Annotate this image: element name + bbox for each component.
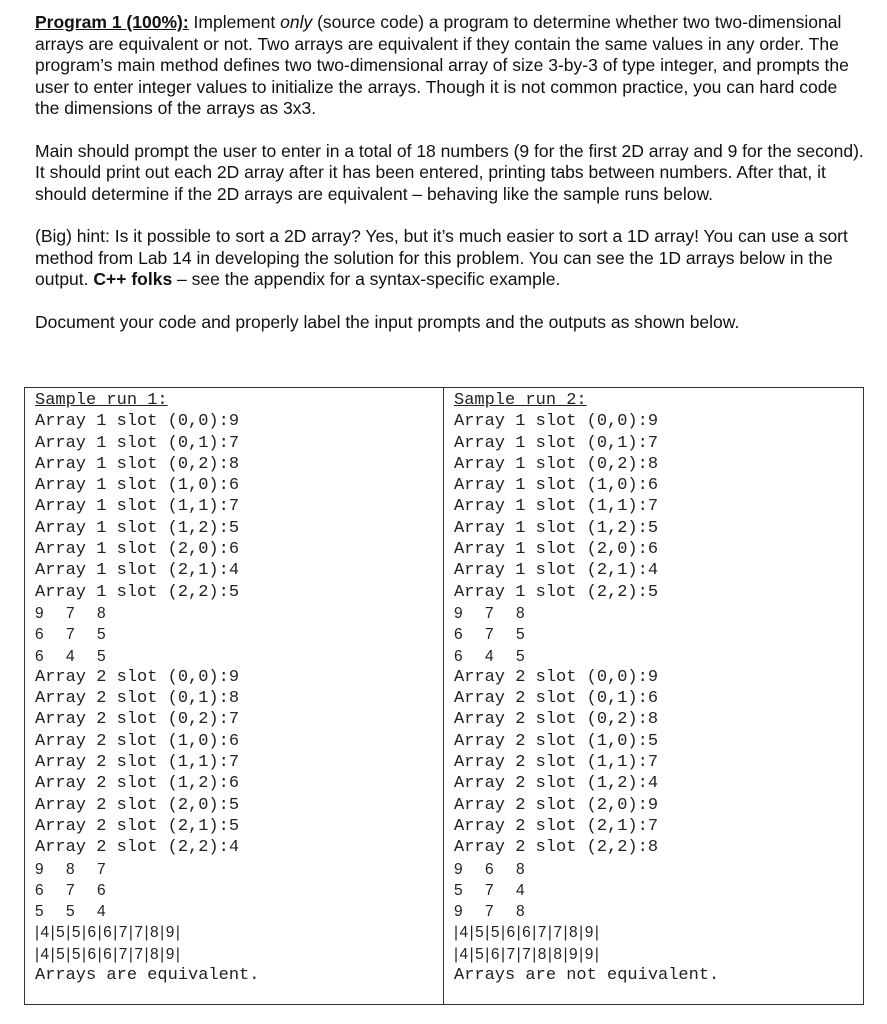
grid-row — [454, 880, 863, 901]
array1-grid — [454, 603, 863, 667]
grid-cell: 7 — [485, 903, 494, 921]
sample-run-title: Sample run 1: — [35, 391, 168, 410]
prompt-line: Array 2 slot (1,1):7 — [35, 753, 240, 773]
prompt-line: Array 2 slot (2,1):7 — [454, 816, 659, 836]
prompt-line: Array 1 slot (1,1):7 — [454, 497, 659, 517]
grid-row — [454, 603, 863, 624]
grid-row — [35, 603, 443, 624]
prompt-line: Array 2 slot (0,2):7 — [35, 710, 240, 730]
documentation-paragraph: Document your code and properly label the input prompts and the outputs as shown below. — [35, 311, 740, 332]
array2-prompts — [454, 667, 863, 859]
grid-row — [454, 624, 863, 645]
prompt-line: Array 2 slot (0,0):9 — [35, 667, 240, 687]
grid-row — [35, 901, 443, 922]
assignment-description — [35, 12, 865, 333]
prompt-line: Array 1 slot (0,0):9 — [35, 412, 240, 432]
prompt-line: Array 1 slot (0,1):7 — [35, 433, 240, 453]
grid-cell: 7 — [485, 881, 494, 899]
grid-cell: 6 — [454, 626, 463, 644]
prompt-line: Array 1 slot (1,0):6 — [454, 476, 659, 496]
prompt-line: Array 1 slot (0,1):7 — [454, 433, 659, 453]
grid-cell: 5 — [97, 647, 106, 665]
prompt-line: Array 1 slot (0,2):8 — [35, 454, 240, 474]
grid-row — [35, 859, 443, 880]
intro-paragraph-2: Main should prompt the user to enter in a total of 18 numbers (9 for the first 2D array and 9 for the second). It should print out each 2D array after it has been entered, printing tabs between numbers. After that, it should determine if the 2D arrays are equivalent – behaving like the sample runs below. — [35, 140, 864, 204]
prompt-line: Array 2 slot (1,0):5 — [454, 731, 659, 751]
prompt-line: Array 2 slot (1,0):6 — [35, 731, 240, 751]
prompt-line: Array 1 slot (1,2):5 — [454, 518, 659, 538]
grid-cell: 6 — [35, 647, 44, 665]
grid-row — [35, 624, 443, 645]
grid-cell: 5 — [454, 881, 463, 899]
grid-cell: 4 — [516, 881, 525, 899]
prompt-line: Array 2 slot (1,1):7 — [454, 753, 659, 773]
grid-row — [454, 646, 863, 667]
grid-cell: 5 — [35, 903, 44, 921]
grid-cell: 6 — [35, 881, 44, 899]
prompt-line: Array 2 slot (2,2):4 — [35, 838, 240, 858]
prompt-line: Array 1 slot (1,1):7 — [35, 497, 240, 517]
grid-cell: 8 — [516, 860, 525, 878]
grid-cell: 7 — [485, 626, 494, 644]
prompt-line: Array 2 slot (0,1):6 — [454, 689, 659, 709]
array2-grid — [35, 859, 443, 923]
array2-grid — [454, 859, 863, 923]
grid-cell: 7 — [66, 881, 75, 899]
grid-cell: 6 — [97, 881, 106, 899]
prompt-line: Array 1 slot (2,0):6 — [35, 540, 240, 560]
prompt-line: Array 1 slot (0,2):8 — [454, 454, 659, 474]
program-title: Program 1 (100%): — [35, 12, 189, 32]
prompt-line: Array 2 slot (2,1):5 — [35, 816, 240, 836]
sorted-array-2: |4|5|5|6|6|7|7|8|9| — [35, 945, 182, 963]
grid-cell: 6 — [454, 647, 463, 665]
prompt-line: Array 1 slot (1,2):5 — [35, 518, 240, 538]
prompt-line: Array 2 slot (1,2):4 — [454, 774, 659, 794]
grid-cell: 9 — [454, 604, 463, 622]
array1-grid — [35, 603, 443, 667]
array1-prompts — [454, 411, 863, 603]
sorted-array-2: |4|5|6|7|7|8|8|9|9| — [454, 945, 601, 963]
intro-emphasis: only — [280, 12, 313, 32]
hint-text: – see the appendix for a syntax-specific example. — [172, 269, 561, 289]
grid-cell: 7 — [66, 604, 75, 622]
sample-runs-table — [24, 387, 864, 1005]
prompt-line: Array 1 slot (2,1):4 — [454, 561, 659, 581]
grid-cell: 7 — [485, 604, 494, 622]
grid-cell: 5 — [516, 647, 525, 665]
prompt-line: Array 1 slot (2,2):5 — [454, 582, 659, 602]
prompt-line: Array 1 slot (1,0):6 — [35, 476, 240, 496]
grid-row — [35, 646, 443, 667]
intro-text: Implement — [188, 12, 281, 32]
prompt-line: Array 2 slot (2,2):8 — [454, 838, 659, 858]
grid-row — [454, 901, 863, 922]
prompt-line: Array 2 slot (1,2):6 — [35, 774, 240, 794]
grid-cell: 5 — [66, 903, 75, 921]
intro-paragraph-1 — [35, 12, 865, 120]
sorted-array-1: |4|5|5|6|6|7|7|8|9| — [35, 924, 182, 942]
result-line: Arrays are not equivalent. — [454, 966, 720, 986]
grid-cell: 9 — [454, 860, 463, 878]
grid-cell: 9 — [35, 604, 44, 622]
grid-cell: 8 — [66, 860, 75, 878]
grid-cell: 9 — [35, 860, 44, 878]
grid-cell: 4 — [97, 903, 106, 921]
grid-cell: 9 — [454, 903, 463, 921]
prompt-line: Array 2 slot (0,0):9 — [454, 667, 659, 687]
prompt-line: Array 2 slot (2,0):5 — [35, 795, 240, 815]
prompt-line: Array 1 slot (2,2):5 — [35, 582, 240, 602]
prompt-line: Array 2 slot (0,1):8 — [35, 689, 240, 709]
sorted-array-1: |4|5|5|6|6|7|7|8|9| — [454, 924, 601, 942]
grid-cell: 8 — [516, 604, 525, 622]
grid-cell: 6 — [35, 626, 44, 644]
grid-cell: 7 — [97, 860, 106, 878]
grid-cell: 5 — [97, 626, 106, 644]
array2-prompts — [35, 667, 443, 859]
sample-run-1 — [25, 388, 444, 1004]
prompt-line: Array 1 slot (0,0):9 — [454, 412, 659, 432]
grid-cell: 4 — [485, 647, 494, 665]
prompt-line: Array 2 slot (2,0):9 — [454, 795, 659, 815]
hint-text: (Big) hint: Is it possible to sort a 2D array? Yes, but it’s much easier to sort a 1D array! You can use a sort method from Lab 14 in developing the solution for this problem. You can see the 1D arrays below in the output. — [35, 226, 848, 289]
sample-run-title: Sample run 2: — [454, 391, 587, 410]
array1-prompts — [35, 411, 443, 603]
sample-run-2 — [444, 388, 863, 1004]
prompt-line: Array 1 slot (2,1):4 — [35, 561, 240, 581]
grid-cell: 4 — [66, 647, 75, 665]
grid-cell: 8 — [516, 903, 525, 921]
grid-row — [454, 859, 863, 880]
grid-cell: 8 — [97, 604, 106, 622]
grid-cell: 5 — [516, 626, 525, 644]
prompt-line: Array 2 slot (0,2):8 — [454, 710, 659, 730]
grid-cell: 7 — [66, 626, 75, 644]
hint-bold: C++ folks — [93, 269, 173, 289]
result-line: Arrays are equivalent. — [35, 966, 260, 986]
grid-cell: 6 — [485, 860, 494, 878]
intro-text: (source code) a program to determine whether two two-dimensional arrays are equivalent or not. Two arrays are equivalent if they contain the same values in any order. The program’s main method defines two two-dimensional array of size 3-by-3 of type integer, and prompts the user to enter integer values to initialize the arrays. Though it is not common practice, you can hard code the dimensions of the arrays as 3x3. — [35, 12, 849, 118]
grid-row — [35, 880, 443, 901]
prompt-line: Array 1 slot (2,0):6 — [454, 540, 659, 560]
hint-paragraph — [35, 226, 865, 291]
